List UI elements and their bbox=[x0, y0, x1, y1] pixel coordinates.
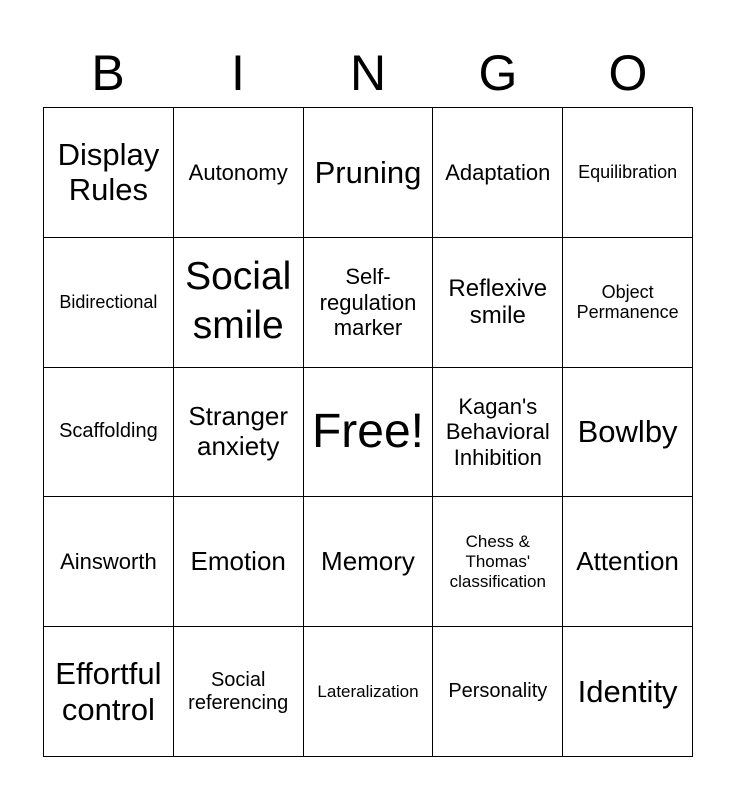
bingo-cell[interactable]: Adaptation bbox=[433, 108, 563, 238]
bingo-cell[interactable]: Display Rules bbox=[44, 108, 174, 238]
bingo-cell[interactable]: Social referencing bbox=[174, 627, 304, 757]
bingo-cell[interactable]: Object Permanence bbox=[563, 238, 693, 368]
bingo-cell[interactable]: Autonomy bbox=[174, 108, 304, 238]
bingo-cell[interactable]: Bidirectional bbox=[44, 238, 174, 368]
bingo-cell[interactable]: Kagan's Behavioral Inhibition bbox=[433, 368, 563, 498]
header-letter-o: O bbox=[608, 45, 648, 101]
header-letter-g: G bbox=[478, 45, 518, 101]
bingo-cell[interactable]: Social smile bbox=[174, 238, 304, 368]
bingo-cell[interactable]: Ainsworth bbox=[44, 497, 174, 627]
bingo-cell[interactable]: Equilibration bbox=[563, 108, 693, 238]
bingo-cell[interactable]: Memory bbox=[304, 497, 434, 627]
bingo-cell[interactable]: Pruning bbox=[304, 108, 434, 238]
bingo-cell[interactable]: Bowlby bbox=[563, 368, 693, 498]
header-letter-n: N bbox=[349, 45, 387, 101]
bingo-cell[interactable]: Identity bbox=[563, 627, 693, 757]
bingo-cell[interactable]: Chess & Thomas' classification bbox=[433, 497, 563, 627]
bingo-cell[interactable]: Scaffolding bbox=[44, 368, 174, 498]
bingo-cell[interactable]: Lateralization bbox=[304, 627, 434, 757]
bingo-cell[interactable]: Attention bbox=[563, 497, 693, 627]
bingo-cell[interactable]: Emotion bbox=[174, 497, 304, 627]
bingo-cell[interactable]: Self-regulation marker bbox=[304, 238, 434, 368]
header-letter-b: B bbox=[91, 45, 125, 101]
bingo-cell[interactable]: Stranger anxiety bbox=[174, 368, 304, 498]
header-letter-i: I bbox=[231, 45, 245, 101]
bingo-card-grid bbox=[43, 107, 693, 757]
bingo-cell[interactable]: Effortful control bbox=[44, 627, 174, 757]
bingo-cell[interactable]: Personality bbox=[433, 627, 563, 757]
bingo-header bbox=[43, 40, 693, 106]
bingo-cell[interactable]: Reflexive smile bbox=[433, 238, 563, 368]
free-space-cell[interactable]: Free! bbox=[304, 368, 434, 498]
